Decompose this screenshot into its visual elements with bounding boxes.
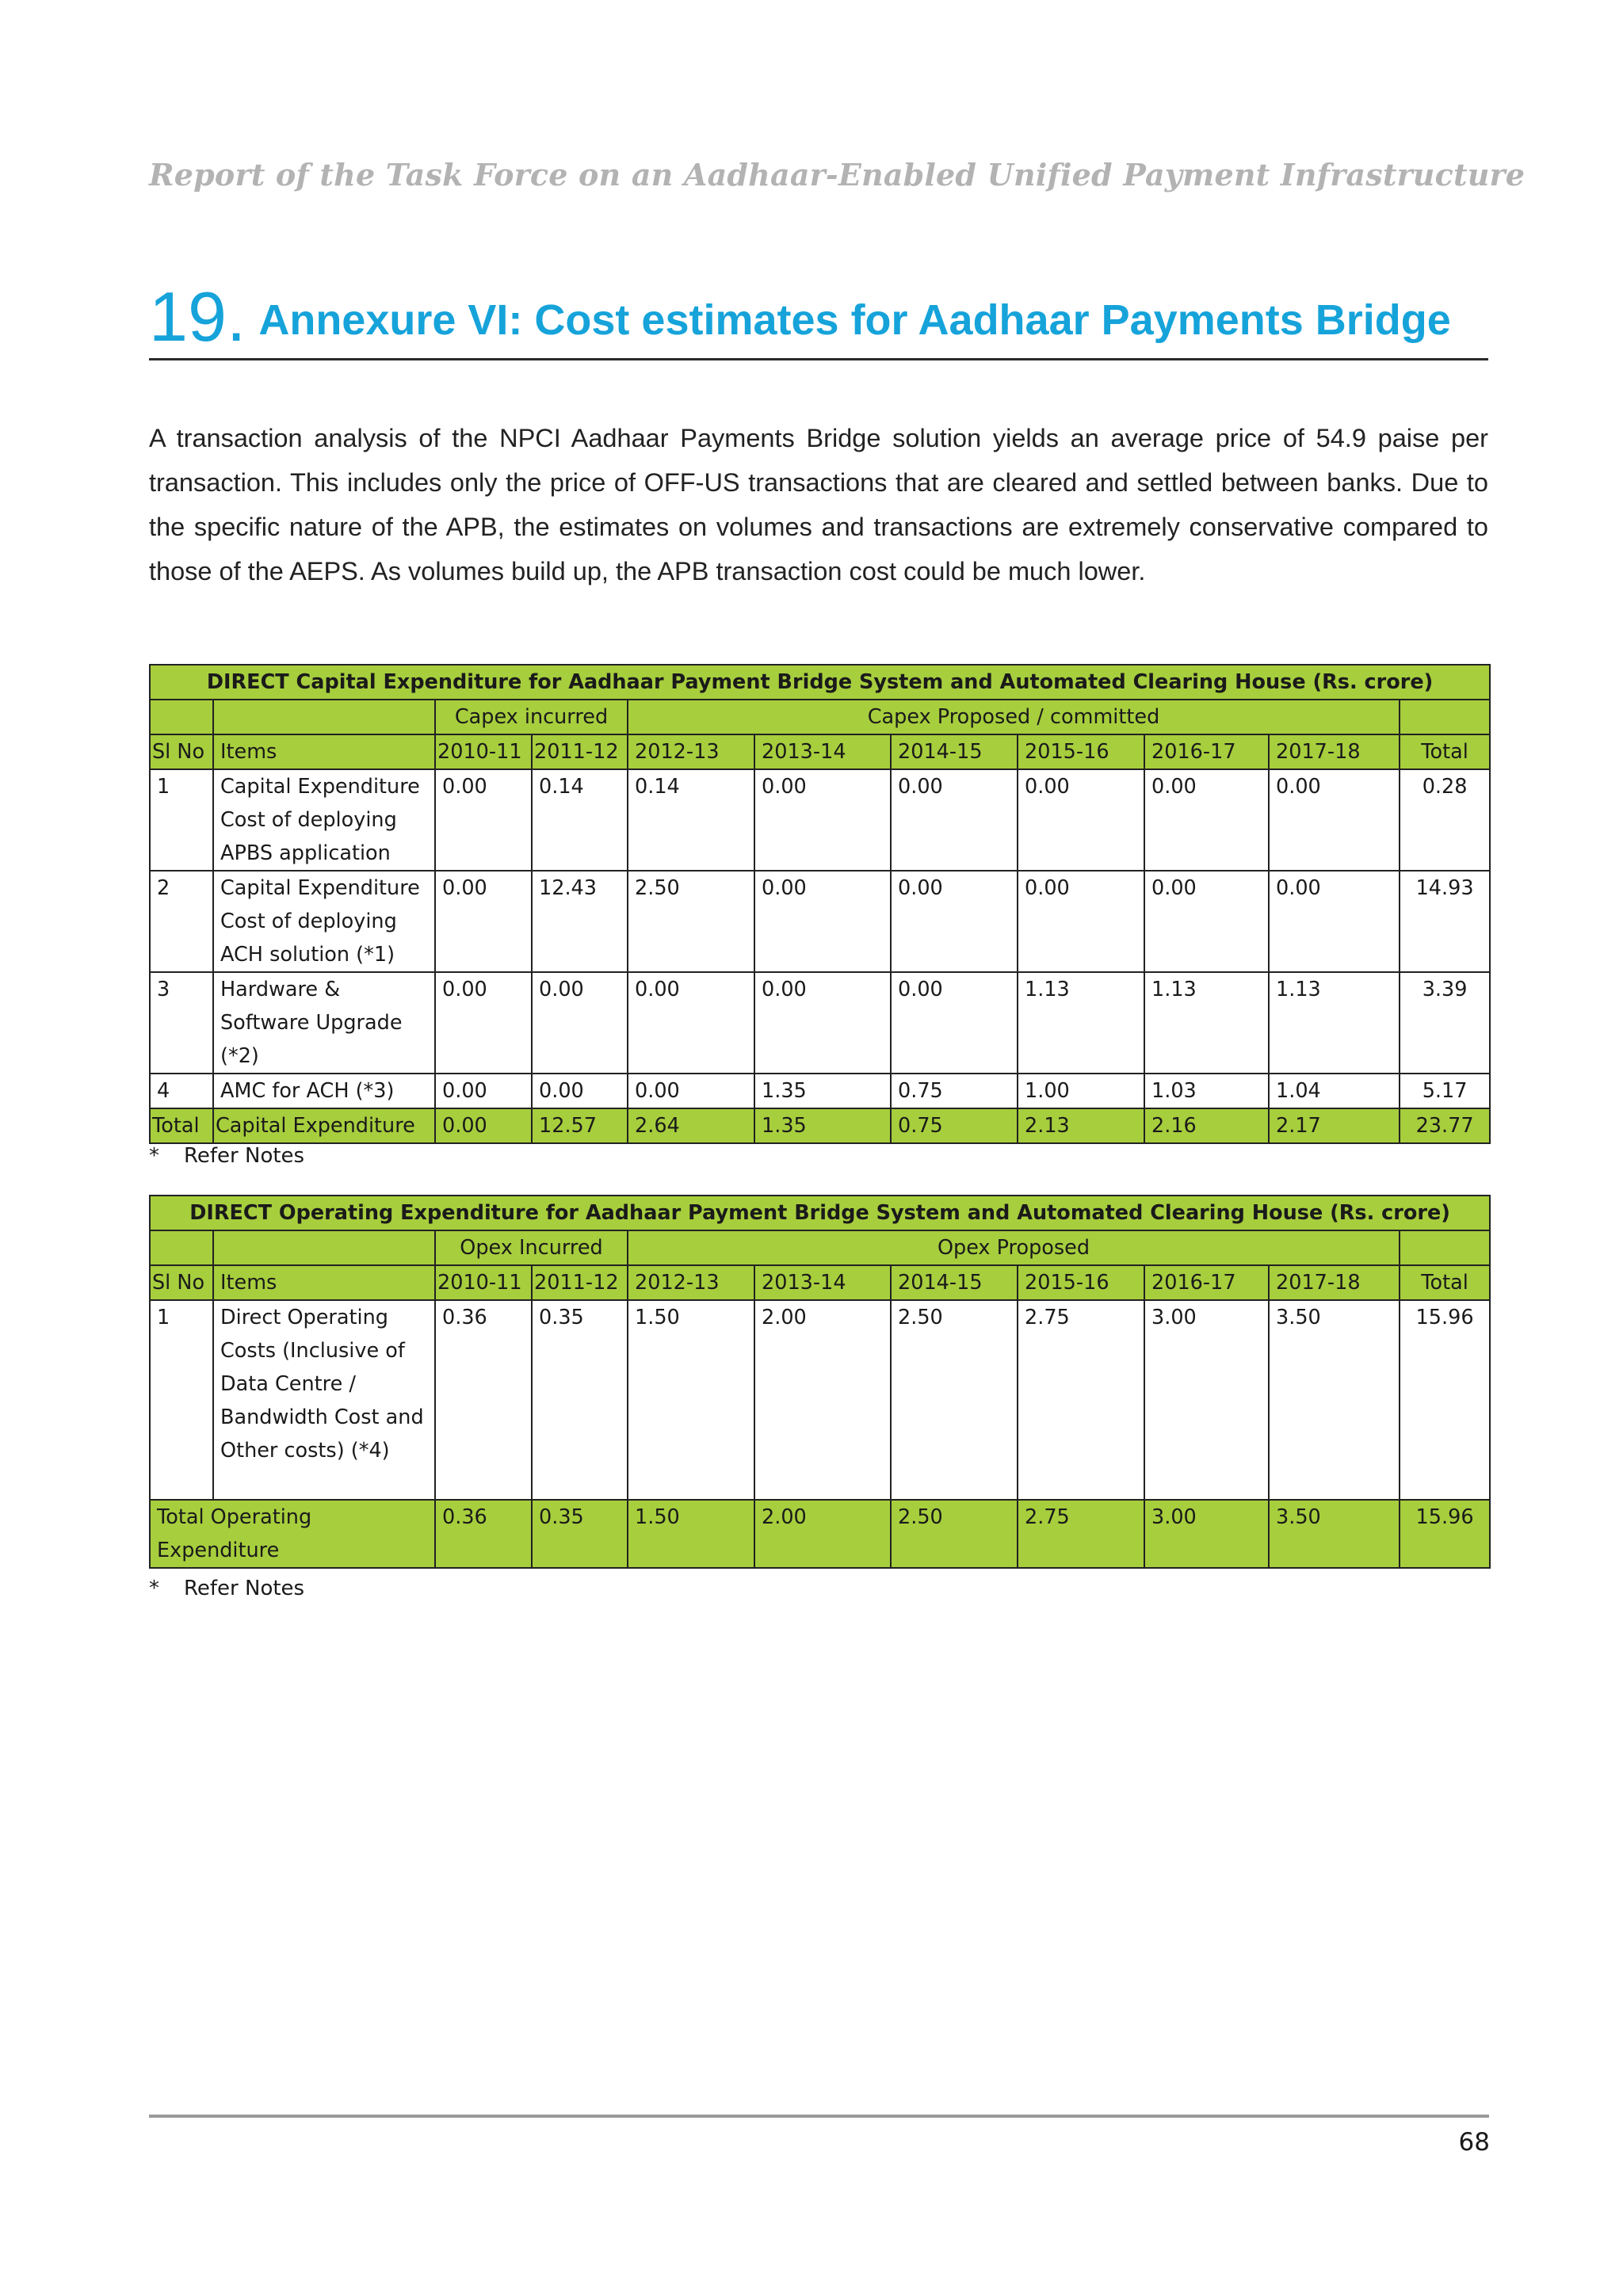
col-header: 2011-12 [532, 1265, 628, 1300]
col-header: 2017-18 [1269, 734, 1400, 769]
opex-table [149, 1195, 1491, 1569]
cell-value: 0.00 [628, 1074, 754, 1108]
cell-value: 3.50 [1269, 1300, 1400, 1500]
col-header: 2015-16 [1018, 1265, 1144, 1300]
cell-value: 3.50 [1269, 1500, 1400, 1568]
cell-value: 2.50 [628, 871, 754, 972]
header-blank [1400, 1230, 1490, 1265]
opex-group-incurred: Opex Incurred [435, 1230, 628, 1265]
cell-value: 1.13 [1018, 972, 1144, 1074]
cell-sl: 2 [150, 871, 213, 972]
cell-value: 12.57 [532, 1108, 628, 1143]
col-header: Items [213, 734, 435, 769]
cell-value: 2.17 [1269, 1108, 1400, 1143]
capex-title-row [150, 665, 1490, 700]
cell-sl: 4 [150, 1074, 213, 1108]
cell-value: 0.00 [1144, 871, 1269, 972]
cell-total: 5.17 [1400, 1074, 1490, 1108]
cell-item: Capital Expenditure Cost of deploying APBS application [213, 769, 435, 871]
opex-header-row [150, 1265, 1490, 1300]
cell-value: 0.00 [435, 972, 532, 1074]
cell-value: 0.00 [891, 871, 1018, 972]
capex-header-row [150, 734, 1490, 769]
cell-value: 2.13 [1018, 1108, 1144, 1143]
cell-item: Hardware & Software Upgrade (*2) [213, 972, 435, 1074]
cell-total: 23.77 [1400, 1108, 1490, 1143]
section-title: Annexure VI: Cost estimates for Aadhaar Payments Bridge [258, 296, 1451, 344]
opex-group-row [150, 1230, 1490, 1265]
cell-value: 0.35 [532, 1500, 628, 1568]
cell-value: 2.75 [1018, 1300, 1144, 1500]
cell-value: 0.36 [435, 1300, 532, 1500]
cell-value: 1.00 [1018, 1074, 1144, 1108]
cell-item: AMC for ACH (*3) [213, 1074, 435, 1108]
note-text: Refer Notes [184, 1577, 305, 1600]
cell-value: 3.00 [1144, 1500, 1269, 1568]
cell-item: Capital Expenditure [213, 1108, 435, 1143]
cell-total: 0.28 [1400, 769, 1490, 871]
page-number: 68 [1458, 2128, 1490, 2157]
capex-note [149, 1144, 304, 1168]
note-asterisk: * [149, 1144, 159, 1168]
cell-value: 2.00 [754, 1500, 891, 1568]
col-header: Sl No [150, 734, 213, 769]
cell-value: 2.50 [891, 1300, 1018, 1500]
col-header: Sl No [150, 1265, 213, 1300]
opex-total-row [150, 1500, 1490, 1568]
capex-total-row [150, 1108, 1490, 1143]
opex-note [149, 1577, 304, 1600]
cell-value: 0.00 [532, 1074, 628, 1108]
cell-sl: 3 [150, 972, 213, 1074]
capex-table [149, 664, 1491, 1144]
cell-value: 1.50 [628, 1500, 754, 1568]
cell-value: 1.03 [1144, 1074, 1269, 1108]
cell-value: 0.00 [435, 1074, 532, 1108]
capex-group-row [150, 700, 1490, 734]
cell-item: Direct Operating Costs (Inclusive of Data Centre / Bandwidth Cost and Other costs) (*4) [213, 1300, 435, 1500]
col-header: 2017-18 [1269, 1265, 1400, 1300]
cell-value: 1.50 [628, 1300, 754, 1500]
cell-value: 0.35 [532, 1300, 628, 1500]
table-row [150, 972, 1490, 1074]
cell-value: 2.16 [1144, 1108, 1269, 1143]
cell-total: 3.39 [1400, 972, 1490, 1074]
capex-group-proposed: Capex Proposed / committed [628, 700, 1400, 734]
opex-title: DIRECT Operating Expenditure for Aadhaar Payment Bridge System and Automated Clearing House (Rs. crore) [150, 1196, 1490, 1230]
capex-title: DIRECT Capital Expenditure for Aadhaar Payment Bridge System and Automated Clearing House (Rs. crore) [150, 665, 1490, 700]
cell-value: 0.14 [532, 769, 628, 871]
cell-total: 14.93 [1400, 871, 1490, 972]
cell-value: 0.00 [1144, 769, 1269, 871]
cell-value: 0.00 [628, 972, 754, 1074]
table-row [150, 769, 1490, 871]
opex-group-proposed: Opex Proposed [628, 1230, 1400, 1265]
cell-value: 1.35 [754, 1074, 891, 1108]
header-blank [213, 700, 435, 734]
cell-value: 2.50 [891, 1500, 1018, 1568]
col-header: 2012-13 [628, 734, 754, 769]
note-text: Refer Notes [184, 1144, 305, 1168]
col-header: 2014-15 [891, 1265, 1018, 1300]
col-header: 2015-16 [1018, 734, 1144, 769]
cell-value: 0.75 [891, 1108, 1018, 1143]
cell-value: 0.00 [1269, 769, 1400, 871]
col-header: Total [1400, 1265, 1490, 1300]
cell-value: 2.64 [628, 1108, 754, 1143]
capex-group-incurred: Capex incurred [435, 700, 628, 734]
cell-value: 12.43 [532, 871, 628, 972]
col-header: Total [1400, 734, 1490, 769]
cell-total: 15.96 [1400, 1300, 1490, 1500]
col-header: Items [213, 1265, 435, 1300]
cell-value: 0.36 [435, 1500, 532, 1568]
footer-rule [149, 2115, 1489, 2118]
col-header: 2014-15 [891, 734, 1018, 769]
cell-value: 2.75 [1018, 1500, 1144, 1568]
cell-value: 2.00 [754, 1300, 891, 1500]
col-header: 2016-17 [1144, 1265, 1269, 1300]
section-number: 19. [149, 277, 246, 356]
cell-value: 0.00 [532, 972, 628, 1074]
cell-value: 1.13 [1144, 972, 1269, 1074]
cell-value: 0.00 [435, 1108, 532, 1143]
col-header: 2013-14 [754, 734, 891, 769]
cell-value: 0.00 [754, 769, 891, 871]
cell-total: 15.96 [1400, 1500, 1490, 1568]
cell-value: 0.00 [754, 972, 891, 1074]
header-blank [150, 1230, 213, 1265]
cell-value: 0.00 [435, 769, 532, 871]
cell-value: 0.00 [1018, 871, 1144, 972]
intro-paragraph: A transaction analysis of the NPCI Aadhaar Payments Bridge solution yields an average price of 54.9 paise per transaction. This includes only the price of OFF-US transactions that are cleared and settled between banks. Due to the specific nature of the APB, the estimates on volumes and transactions are extremely conservative compared to those of the AEPS. As volumes build up, the APB transaction cost could be much lower. [149, 424, 1488, 585]
note-asterisk: * [149, 1577, 159, 1600]
cell-value: 0.00 [891, 972, 1018, 1074]
cell-value: 0.00 [754, 871, 891, 972]
col-header: 2011-12 [532, 734, 628, 769]
col-header: 2013-14 [754, 1265, 891, 1300]
cell-sl: 1 [150, 1300, 213, 1500]
col-header: 2010-11 [435, 734, 532, 769]
cell-value: 1.13 [1269, 972, 1400, 1074]
running-header: Report of the Task Force on an Aadhaar-Enabled Unified Payment Infrastructure [149, 157, 1526, 193]
cell-value: 0.00 [435, 871, 532, 972]
opex-title-row [150, 1196, 1490, 1230]
cell-value: 0.00 [891, 769, 1018, 871]
cell-sl: Total [150, 1108, 213, 1143]
cell-value: 3.00 [1144, 1300, 1269, 1500]
header-blank [213, 1230, 435, 1265]
header-blank [1400, 700, 1490, 734]
section-heading [149, 279, 1488, 360]
table-row [150, 1300, 1490, 1500]
cell-value: 1.35 [754, 1108, 891, 1143]
table-row [150, 1074, 1490, 1108]
col-header: 2012-13 [628, 1265, 754, 1300]
cell-item: Capital Expenditure Cost of deploying ACH solution (*1) [213, 871, 435, 972]
cell-sl: 1 [150, 769, 213, 871]
col-header: 2010-11 [435, 1265, 532, 1300]
cell-value: 0.75 [891, 1074, 1018, 1108]
col-header: 2016-17 [1144, 734, 1269, 769]
header-blank [150, 700, 213, 734]
cell-value: 0.00 [1269, 871, 1400, 972]
cell-value: 1.04 [1269, 1074, 1400, 1108]
cell-value: 0.00 [1018, 769, 1144, 871]
cell-value: 0.14 [628, 769, 754, 871]
table-row [150, 871, 1490, 972]
cell-total-label: Total Operating Expenditure [150, 1500, 435, 1568]
